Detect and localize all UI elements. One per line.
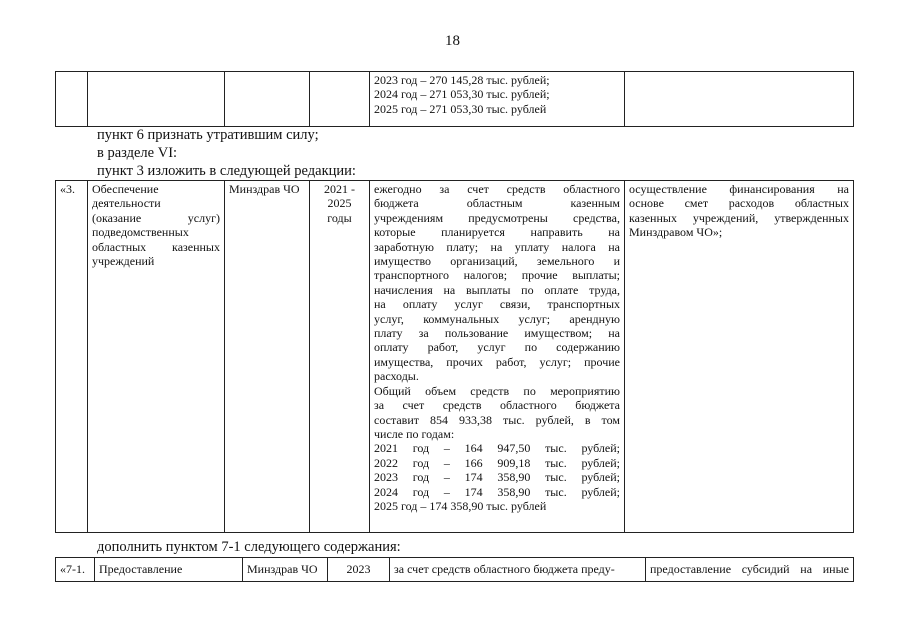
text-line: учреждениям предусмотрены средства, <box>374 210 620 225</box>
name-line: учреждений <box>92 254 155 269</box>
text-line: 2025 год – 174 358,90 тыс. рублей <box>374 498 547 513</box>
name-cell <box>88 72 225 127</box>
name-line: областных казенных <box>92 239 220 254</box>
text-line: казенных учреждений, утвержденных <box>629 210 849 225</box>
text-line: заработную плату; на уплату налога на <box>374 239 620 254</box>
name-line: (оказание услуг) <box>92 210 220 225</box>
text-line: составит 854 933,38 тыс. рублей, в том <box>374 412 620 427</box>
text-line: имущество организаций, земельного и <box>374 254 620 269</box>
text-line: транспортного налогов; прочие выплаты; <box>374 268 620 283</box>
mechanism-cell: предоставление субсидий на иные <box>646 558 854 582</box>
paragraph-section6: в разделе VI: <box>97 145 178 161</box>
paragraph-item3-intro: пункт 3 изложить в следующей редакции: <box>97 163 356 179</box>
executor-cell: Минздрав ЧО <box>243 558 328 582</box>
name-line: подведомственных <box>92 225 189 240</box>
period-cell: 2021 - 2025 годы <box>310 181 370 533</box>
name-cell: Предоставление <box>95 558 243 582</box>
text-line: имущества, прочих работ, услуг; прочие <box>374 354 620 369</box>
number-cell: «3. <box>56 181 88 533</box>
financing-line: 2024 год – 271 053,30 тыс. рублей; <box>374 87 550 102</box>
text-line: 2024 год – 174 358,90 тыс. рублей; <box>374 484 620 499</box>
text-line: ежегодно за счет средств областного <box>374 182 620 196</box>
table-row <box>56 72 854 127</box>
text-line: за счет средств областного бюджета <box>374 398 620 413</box>
period-cell <box>310 72 370 127</box>
text-line: плату за пользование имуществом; на <box>374 326 620 341</box>
text-line: числе по годам: <box>374 426 455 441</box>
period-cell: 2023 <box>328 558 390 582</box>
text-line: осуществление финансирования на <box>629 182 849 196</box>
text-line: услуг, коммунальных услуг; арендную <box>374 311 620 326</box>
page-number: 18 <box>445 33 460 49</box>
item3-table <box>55 180 854 533</box>
table-row <box>56 558 854 582</box>
text-line: расходы. <box>374 369 419 384</box>
paragraph-item6: пункт 6 признать утратившим силу; <box>97 127 319 143</box>
top-table <box>55 71 854 127</box>
executor-cell <box>225 72 310 127</box>
number-cell: «7-1. <box>56 558 95 582</box>
text-line: бюджета областным казенным <box>374 196 620 211</box>
financing-line: 2023 год – 270 145,28 тыс. рублей; <box>374 73 550 87</box>
text-line: Минздравом ЧО»; <box>629 225 723 240</box>
financing-line: 2025 год – 271 053,30 тыс. рублей <box>374 101 547 116</box>
item7-1-table <box>55 557 854 582</box>
text-line: начисления на выплаты по оплате труда, <box>374 282 620 297</box>
name-line: деятельности <box>92 196 161 211</box>
text-line: основе смет расходов областных <box>629 196 849 211</box>
financing-cell <box>370 181 625 533</box>
text-line: 2023 год – 174 358,90 тыс. рублей; <box>374 470 620 485</box>
text-line: 2021 год – 164 947,50 тыс. рублей; <box>374 441 620 456</box>
mechanism-cell <box>625 72 854 127</box>
mechanism-cell <box>625 181 854 533</box>
financing-cell: за счет средств областного бюджета преду- <box>390 558 646 582</box>
name-cell <box>88 181 225 533</box>
executor-cell: Минздрав ЧО <box>225 181 310 533</box>
table-row <box>56 181 854 533</box>
text-line: на оплату услуг связи, транспортных <box>374 297 620 312</box>
number-cell <box>56 72 88 127</box>
financing-cell <box>370 72 625 127</box>
text-line: оплату работ, услуг по содержанию <box>374 340 620 355</box>
text-line: которые планируется направить на <box>374 225 620 240</box>
text-line: Общий объем средств по мероприятию <box>374 383 620 398</box>
name-line: Обеспечение <box>92 182 159 196</box>
paragraph-item7-1-intro: дополнить пунктом 7-1 следующего содержания: <box>97 539 401 555</box>
text-line: 2022 год – 166 909,18 тыс. рублей; <box>374 455 620 470</box>
